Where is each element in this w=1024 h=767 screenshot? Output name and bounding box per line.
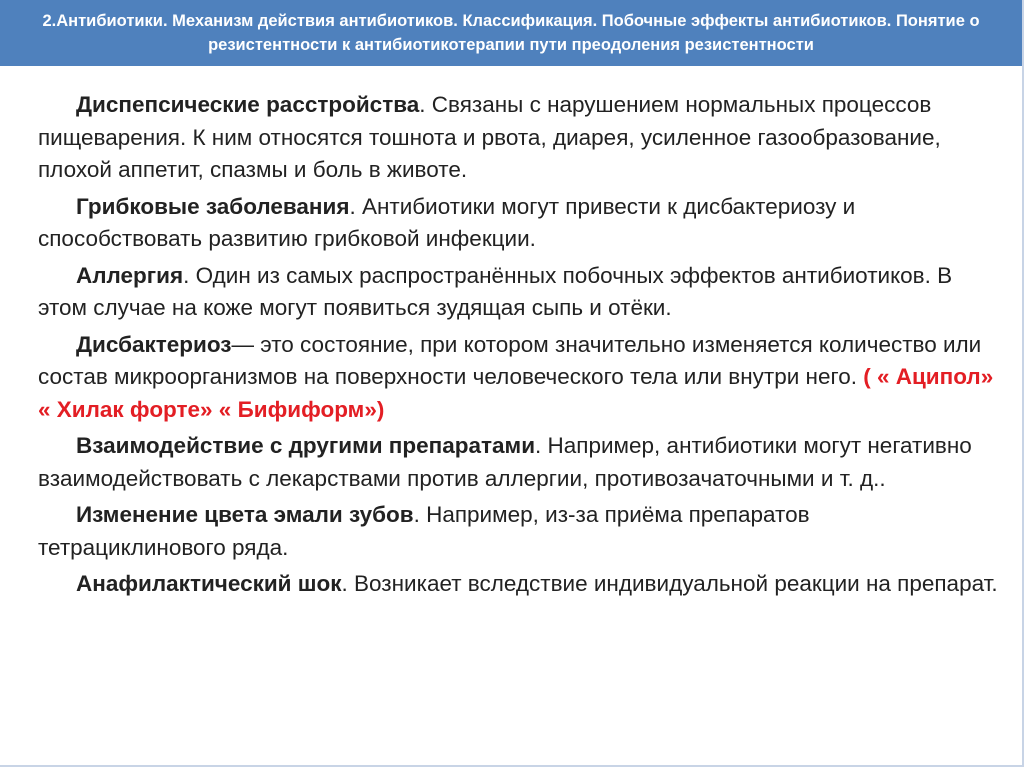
text-anaphylaxis: . Возникает вследствие индивидуальной реакции на препарат. [341, 571, 998, 596]
term-dyspepsia: Диспепсические расстройства [76, 92, 420, 117]
term-fungal: Грибковые заболевания [76, 193, 350, 219]
paragraph-dyspepsia [38, 89, 998, 187]
paragraph-fungal [38, 191, 998, 256]
title-bar [0, 0, 1022, 66]
text-fungal: . Антибиотики могут привести к дисбактериозу и способствовать развитию грибковой инфекции. [38, 193, 856, 251]
brands-highlight: ( « Аципол» « Хилак форте» « Бифиформ») [38, 364, 994, 422]
paragraph-tooth-enamel [38, 499, 998, 564]
paragraph-dysbacteriosis [38, 329, 998, 427]
slide-body [38, 89, 998, 605]
term-interaction: Взаимодействие с другими препаратами [76, 433, 536, 458]
paragraph-allergy [38, 260, 998, 325]
text-tooth-enamel: . Например, из-за приёма препаратов тетрациклинового ряда. [38, 502, 810, 560]
slide-title: 2.Антибиотики. Механизм действия антибиотиков. Классификация. Побочные эффекты антибиотиков. Понятие о резистентности к антибиотикотерапии пути преодоления резистентности [42, 12, 980, 54]
paragraph-anaphylaxis [38, 568, 998, 601]
term-anaphylaxis: Анафилактический шок [76, 571, 342, 596]
text-dyspepsia: . Связаны с нарушением нормальных процессов пищеварения. К ним относятся тошнота и рвота, диарея, усиленное газообразование, плохой аппетит, спазмы и боль в животе. [38, 92, 941, 182]
text-dysbacteriosis: — это состояние, при котором значительно изменяется количество или состав микроорганизмов на поверхности человеческого тела или внутри него. [38, 331, 982, 389]
term-allergy: Аллергия [76, 262, 184, 288]
term-tooth-enamel: Изменение цвета эмали зубов [76, 502, 414, 527]
term-dysbacteriosis: Дисбактериоз [76, 331, 232, 357]
text-interaction: . Например, антибиотики могут негативно взаимодействовать с лекарствами против аллергии, противозачаточными и т. д.. [38, 433, 972, 491]
text-allergy: . Один из самых распространённых побочных эффектов антибиотиков. В этом случае на коже могут появиться зудящая сыпь и отёки. [38, 262, 953, 320]
paragraph-interaction [38, 430, 998, 495]
